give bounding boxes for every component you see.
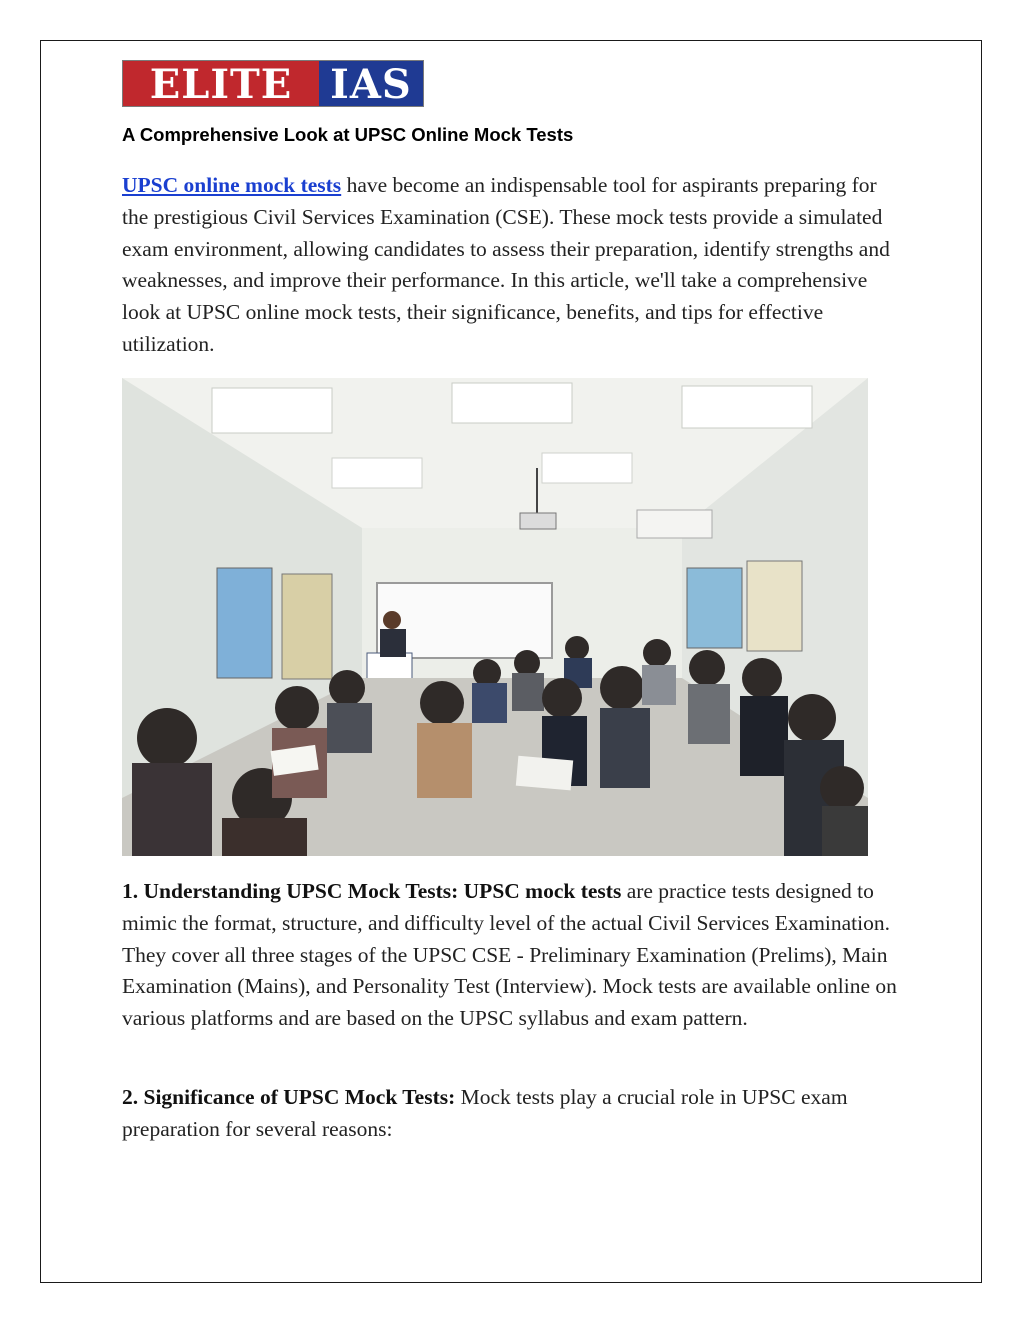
elite-ias-logo [122,60,424,107]
logo-text-right: IAS [319,61,423,106]
document-title: A Comprehensive Look at UPSC Online Mock Tests [122,124,574,145]
section-1-body: are practice tests designed to mimic the format, structure, and difficulty level of the actual Civil Services Examination. They cover all three stages of the UPSC CSE - Preliminary Examination (Prelims), Main Examination (Mains), and Personality Test (Interview). Mock tests are available online on various platforms and are based on the UPSC syllabus and exam pattern. [122,879,897,1031]
section-2-paragraph [122,1082,902,1146]
logo-text-left: ELITE [123,61,319,106]
upsc-mock-tests-link[interactable]: UPSC online mock tests [122,173,342,197]
section-2-body: Mock tests play a crucial role in UPSC exam preparation for several reasons: [122,1085,848,1141]
intro-body: have become an indispensable tool for aspirants preparing for the prestigious Civil Services Examination (CSE). These mock tests provide a simulated exam environment, allowing candidates to assess their preparation, identify strengths and weaknesses, and improve their performance. In this article, we'll take a comprehensive look at UPSC online mock tests, their significance, benefits, and tips for effective utilization. [122,173,890,356]
classroom-photo [122,378,868,856]
intro-paragraph [122,170,902,361]
section-2-heading: 2. Significance of UPSC Mock Tests: [122,1085,456,1109]
section-1-heading: 1. Understanding UPSC Mock Tests: UPSC mock tests [122,879,622,903]
section-1-paragraph [122,876,902,1035]
classroom-photo-illustration [122,378,868,856]
